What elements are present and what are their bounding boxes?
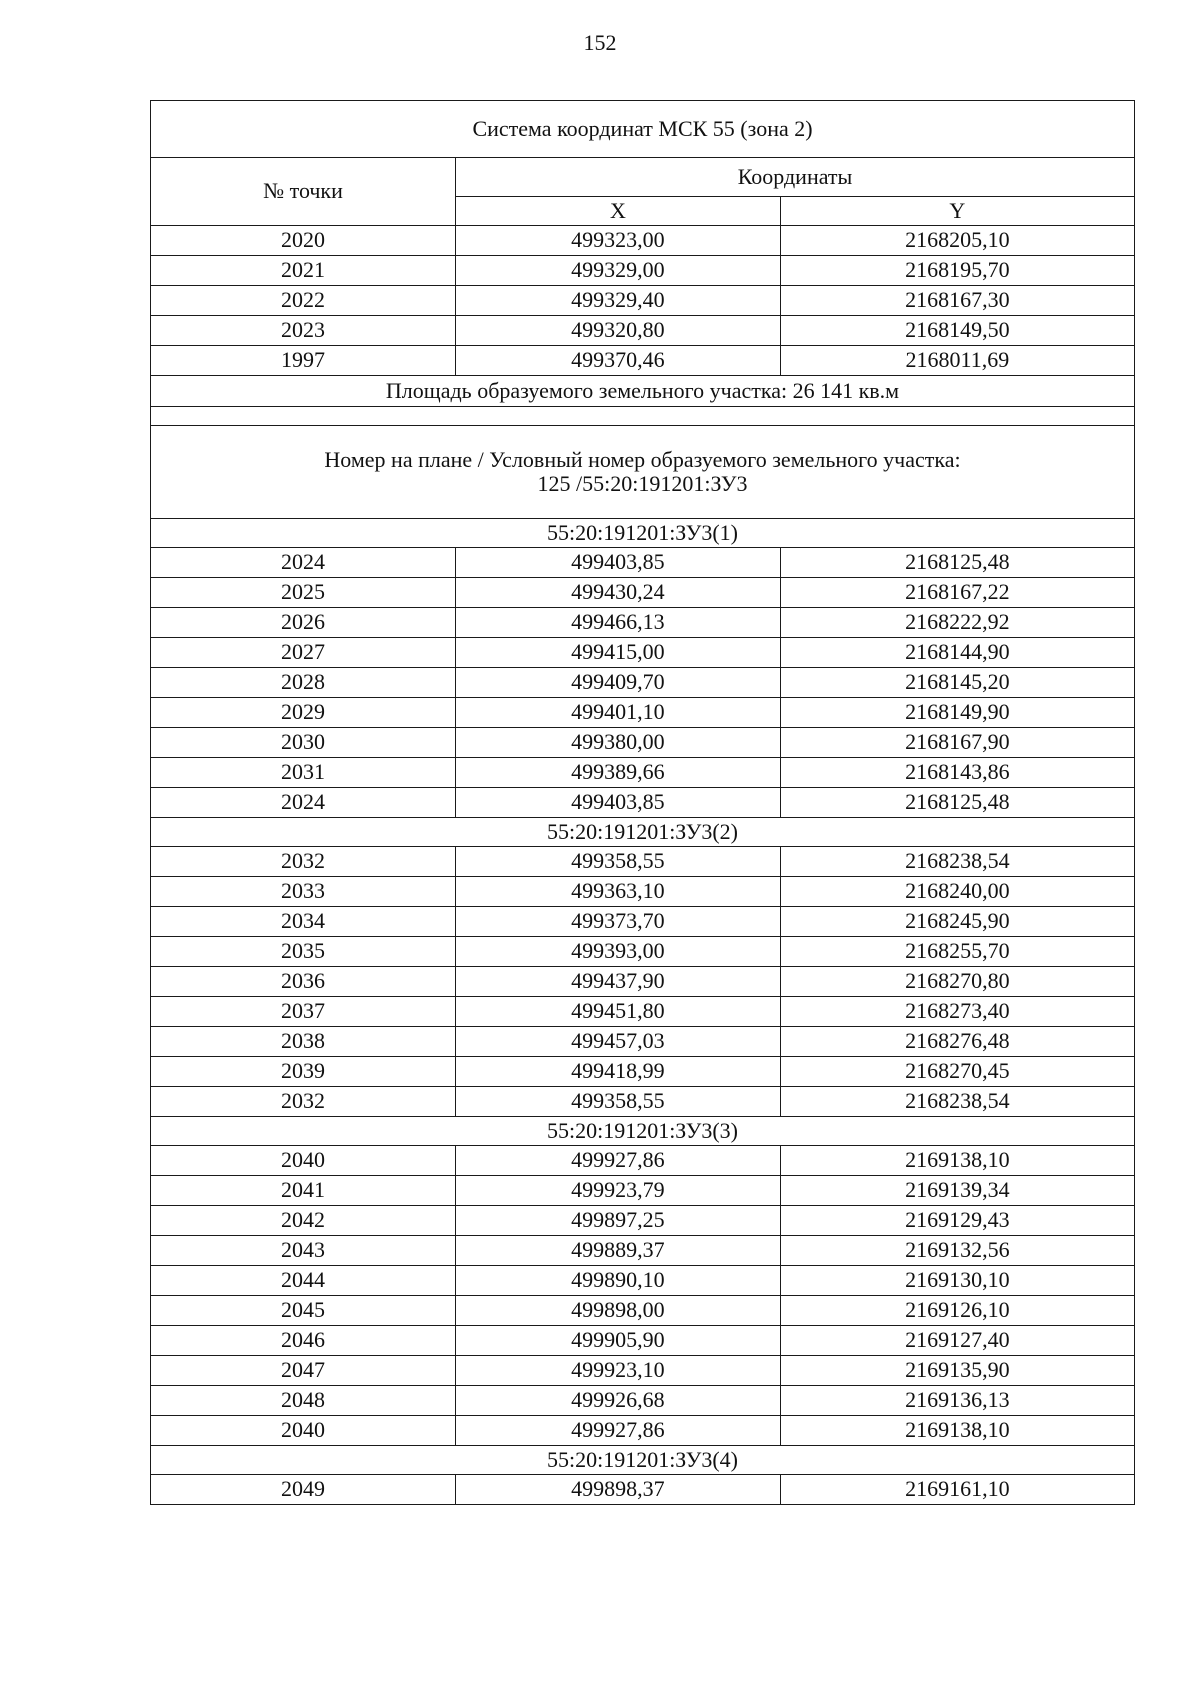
y-coordinate-cell: 2169130,10 (780, 1266, 1134, 1296)
coordinates-table (150, 100, 1135, 1505)
y-coordinate-cell: 2168144,90 (780, 638, 1134, 668)
point-number-cell: 2021 (151, 256, 456, 286)
x-coordinate-cell: 499437,90 (456, 967, 781, 997)
header-row (151, 158, 1135, 197)
point-number-cell: 2046 (151, 1326, 456, 1356)
x-coordinate-cell: 499923,79 (456, 1176, 781, 1206)
table-row (151, 1236, 1135, 1266)
y-coordinate-cell: 2168145,20 (780, 668, 1134, 698)
y-coordinate-cell: 2168011,69 (780, 346, 1134, 376)
point-number-cell: 2035 (151, 937, 456, 967)
point-number-cell: 2034 (151, 907, 456, 937)
table-row (151, 907, 1135, 937)
x-coordinate-cell: 499358,55 (456, 1087, 781, 1117)
x-coordinate-cell: 499363,10 (456, 877, 781, 907)
table-row (151, 1326, 1135, 1356)
table-row (151, 847, 1135, 877)
section-title-row (151, 818, 1135, 847)
x-coordinate-cell: 499451,80 (456, 997, 781, 1027)
x-coordinate-cell: 499401,10 (456, 698, 781, 728)
table-row (151, 346, 1135, 376)
x-coordinate-cell: 499890,10 (456, 1266, 781, 1296)
point-number-cell: 2043 (151, 1236, 456, 1266)
x-header: X (456, 197, 781, 226)
x-coordinate-cell: 499457,03 (456, 1027, 781, 1057)
table-row (151, 1087, 1135, 1117)
y-coordinate-cell: 2168149,50 (780, 316, 1134, 346)
x-coordinate-cell: 499380,00 (456, 728, 781, 758)
table-title-row (151, 101, 1135, 158)
x-coordinate-cell: 499320,80 (456, 316, 781, 346)
table-row (151, 578, 1135, 608)
point-number-cell: 2042 (151, 1206, 456, 1236)
point-number-cell: 2032 (151, 847, 456, 877)
point-number-cell: 2025 (151, 578, 456, 608)
x-coordinate-cell: 499389,66 (456, 758, 781, 788)
x-coordinate-cell: 499329,40 (456, 286, 781, 316)
y-coordinate-cell: 2168273,40 (780, 997, 1134, 1027)
table-row (151, 286, 1135, 316)
x-coordinate-cell: 499329,00 (456, 256, 781, 286)
table-row (151, 1266, 1135, 1296)
point-number-cell: 2037 (151, 997, 456, 1027)
y-coordinate-cell: 2168238,54 (780, 1087, 1134, 1117)
point-number-cell: 2048 (151, 1386, 456, 1416)
plan-number-row (151, 426, 1135, 519)
y-coordinate-cell: 2168143,86 (780, 758, 1134, 788)
table-row (151, 877, 1135, 907)
point-number-cell: 2039 (151, 1057, 456, 1087)
page-number: 152 (583, 30, 617, 55)
table-row (151, 1386, 1135, 1416)
area-text: Площадь образуемого земельного участка: 26 141 кв.м (151, 376, 1135, 407)
table-row (151, 997, 1135, 1027)
section-title-row (151, 519, 1135, 548)
y-coordinate-cell: 2168245,90 (780, 907, 1134, 937)
x-coordinate-cell: 499898,37 (456, 1475, 781, 1505)
point-number-cell: 2022 (151, 286, 456, 316)
y-coordinate-cell: 2168238,54 (780, 847, 1134, 877)
point-number-cell: 2049 (151, 1475, 456, 1505)
point-number-cell: 2036 (151, 967, 456, 997)
section-title: 55:20:191201:ЗУ3(1) (151, 519, 1135, 548)
point-number-cell: 2040 (151, 1416, 456, 1446)
y-coordinate-cell: 2168195,70 (780, 256, 1134, 286)
coordinates-header: Координаты (456, 158, 1135, 197)
point-number-header: № точки (151, 158, 456, 226)
table-row (151, 256, 1135, 286)
point-number-cell: 2040 (151, 1146, 456, 1176)
point-number-cell: 2032 (151, 1087, 456, 1117)
x-coordinate-cell: 499403,85 (456, 548, 781, 578)
coord-system-title: Система координат МСК 55 (зона 2) (151, 101, 1135, 158)
point-number-cell: 2031 (151, 758, 456, 788)
table-row (151, 1206, 1135, 1236)
table-row (151, 728, 1135, 758)
x-coordinate-cell: 499889,37 (456, 1236, 781, 1266)
x-coordinate-cell: 499393,00 (456, 937, 781, 967)
point-number-cell: 1997 (151, 346, 456, 376)
point-number-cell: 2044 (151, 1266, 456, 1296)
section-title-row (151, 1446, 1135, 1475)
x-coordinate-cell: 499905,90 (456, 1326, 781, 1356)
x-coordinate-cell: 499323,00 (456, 226, 781, 256)
point-number-cell: 2041 (151, 1176, 456, 1206)
table-row (151, 608, 1135, 638)
x-coordinate-cell: 499927,86 (456, 1416, 781, 1446)
y-coordinate-cell: 2169127,40 (780, 1326, 1134, 1356)
y-coordinate-cell: 2168255,70 (780, 937, 1134, 967)
x-coordinate-cell: 499370,46 (456, 346, 781, 376)
point-number-cell: 2024 (151, 788, 456, 818)
point-number-cell: 2028 (151, 668, 456, 698)
table-row (151, 967, 1135, 997)
y-coordinate-cell: 2168125,48 (780, 548, 1134, 578)
y-coordinate-cell: 2168276,48 (780, 1027, 1134, 1057)
table-row (151, 1057, 1135, 1087)
point-number-cell: 2020 (151, 226, 456, 256)
point-number-cell: 2029 (151, 698, 456, 728)
x-coordinate-cell: 499926,68 (456, 1386, 781, 1416)
x-coordinate-cell: 499927,86 (456, 1146, 781, 1176)
table-row (151, 1475, 1135, 1505)
y-coordinate-cell: 2168205,10 (780, 226, 1134, 256)
x-coordinate-cell: 499373,70 (456, 907, 781, 937)
plan-number-cell (151, 426, 1135, 519)
y-coordinate-cell: 2169132,56 (780, 1236, 1134, 1266)
blank-row (151, 407, 1135, 426)
x-coordinate-cell: 499358,55 (456, 847, 781, 877)
y-coordinate-cell: 2169139,34 (780, 1176, 1134, 1206)
blank-cell (151, 407, 1135, 426)
y-coordinate-cell: 2169138,10 (780, 1416, 1134, 1446)
x-coordinate-cell: 499430,24 (456, 578, 781, 608)
y-coordinate-cell: 2168149,90 (780, 698, 1134, 728)
table-row (151, 548, 1135, 578)
table-row (151, 1146, 1135, 1176)
table-row (151, 668, 1135, 698)
y-coordinate-cell: 2168125,48 (780, 788, 1134, 818)
plan-number-line2: 125 /55:20:191201:ЗУ3 (537, 471, 748, 496)
point-number-cell: 2023 (151, 316, 456, 346)
section-title: 55:20:191201:ЗУ3(4) (151, 1446, 1135, 1475)
y-coordinate-cell: 2168240,00 (780, 877, 1134, 907)
table-row (151, 698, 1135, 728)
y-coordinate-cell: 2169135,90 (780, 1356, 1134, 1386)
point-number-cell: 2047 (151, 1356, 456, 1386)
y-coordinate-cell: 2169161,10 (780, 1475, 1134, 1505)
y-coordinate-cell: 2169138,10 (780, 1146, 1134, 1176)
table-row (151, 226, 1135, 256)
y-coordinate-cell: 2168167,22 (780, 578, 1134, 608)
section-title: 55:20:191201:ЗУ3(3) (151, 1117, 1135, 1146)
table-row (151, 1296, 1135, 1326)
point-number-cell: 2027 (151, 638, 456, 668)
point-number-cell: 2033 (151, 877, 456, 907)
x-coordinate-cell: 499415,00 (456, 638, 781, 668)
point-number-cell: 2038 (151, 1027, 456, 1057)
table-row (151, 758, 1135, 788)
x-coordinate-cell: 499898,00 (456, 1296, 781, 1326)
section-title-row (151, 1117, 1135, 1146)
y-coordinate-cell: 2169126,10 (780, 1296, 1134, 1326)
table-row (151, 937, 1135, 967)
table-row (151, 1027, 1135, 1057)
y-coordinate-cell: 2168222,92 (780, 608, 1134, 638)
table-row (151, 638, 1135, 668)
x-coordinate-cell: 499897,25 (456, 1206, 781, 1236)
y-coordinate-cell: 2169129,43 (780, 1206, 1134, 1236)
x-coordinate-cell: 499466,13 (456, 608, 781, 638)
plan-number-line1: Номер на плане / Условный номер образуемого земельного участка: (324, 446, 961, 472)
x-coordinate-cell: 499409,70 (456, 668, 781, 698)
y-coordinate-cell: 2168167,30 (780, 286, 1134, 316)
point-number-cell: 2045 (151, 1296, 456, 1326)
table-row (151, 788, 1135, 818)
table-row (151, 1356, 1135, 1386)
point-number-cell: 2024 (151, 548, 456, 578)
area-row (151, 376, 1135, 407)
x-coordinate-cell: 499403,85 (456, 788, 781, 818)
x-coordinate-cell: 499418,99 (456, 1057, 781, 1087)
table-row (151, 1416, 1135, 1446)
y-coordinate-cell: 2168167,90 (780, 728, 1134, 758)
point-number-cell: 2026 (151, 608, 456, 638)
table-row (151, 316, 1135, 346)
y-coordinate-cell: 2168270,45 (780, 1057, 1134, 1087)
section-title: 55:20:191201:ЗУ3(2) (151, 818, 1135, 847)
y-coordinate-cell: 2168270,80 (780, 967, 1134, 997)
y-coordinate-cell: 2169136,13 (780, 1386, 1134, 1416)
table-row (151, 1176, 1135, 1206)
x-coordinate-cell: 499923,10 (456, 1356, 781, 1386)
y-header: Y (780, 197, 1134, 226)
point-number-cell: 2030 (151, 728, 456, 758)
